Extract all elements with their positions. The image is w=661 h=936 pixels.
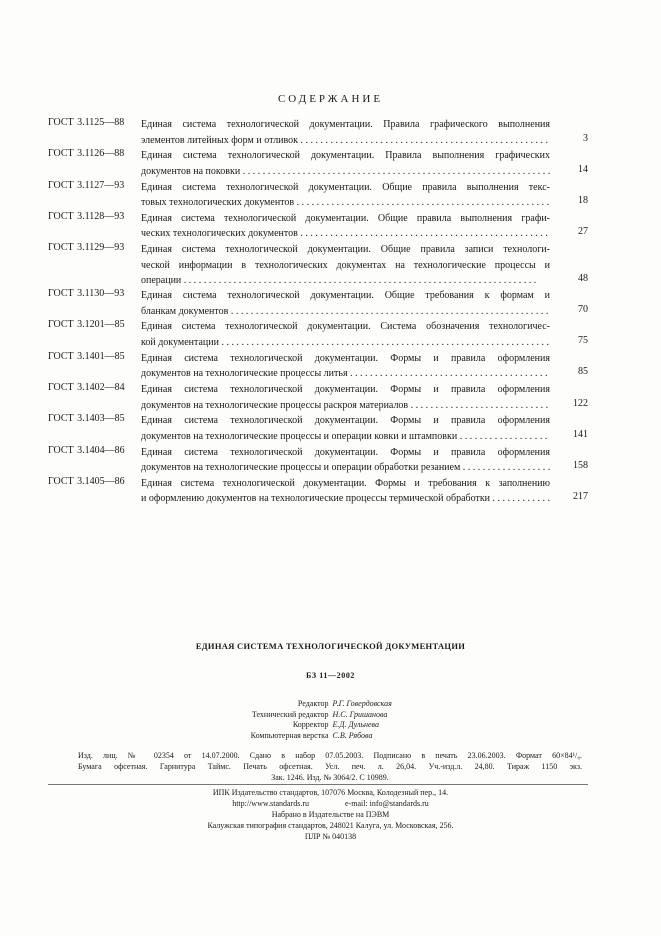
standard-code: ГОСТ 3.1404—86	[48, 444, 125, 456]
page-number: 3	[583, 132, 588, 144]
page-number: 14	[578, 163, 588, 175]
toc-entry	[48, 285, 588, 316]
page-number: 85	[578, 366, 588, 378]
credit-row	[0, 731, 661, 742]
standard-title	[141, 148, 550, 179]
toc-entry	[48, 379, 588, 410]
title-line: операции . . .	[141, 273, 550, 289]
toc-entry	[48, 145, 588, 176]
standard-code: ГОСТ 3.1402—84	[48, 382, 125, 394]
bz-number: БЗ 11—2002	[305, 671, 356, 680]
standard-code: ГОСТ 3.1405—86	[48, 475, 125, 487]
toc-entry	[48, 239, 588, 285]
toc-entry	[48, 442, 588, 473]
credit-row	[0, 699, 661, 710]
standard-code: ГОСТ 3.1128—93	[48, 210, 125, 222]
standard-code: ГОСТ 3.1403—85	[48, 413, 125, 425]
standard-code: ГОСТ 3.1126—88	[48, 148, 125, 160]
title-line: Единая система технологической документации. Формы и правила оформления	[141, 352, 550, 364]
credit-name: С.В. Рябова	[332, 730, 373, 740]
page-number: 70	[578, 303, 588, 315]
toc-entry	[48, 473, 588, 504]
title-line: Единая система технологической документации. Формы и правила оформления	[141, 446, 550, 458]
standard-code: ГОСТ 3.1401—85	[48, 350, 125, 362]
title-line: Единая система технологической документации. Формы и правила оформления	[141, 384, 550, 396]
standard-title	[141, 476, 550, 507]
title-line: документов на технологические процессы и операции ковки и штамповки . . .	[141, 429, 550, 445]
title-line: документов на технологические процессы раскроя материалов . . .	[141, 398, 550, 414]
title-line: документов на технологические процессы и операции обработки резанием . . .	[141, 460, 550, 476]
page-number: 18	[578, 195, 588, 207]
credit-row	[0, 720, 661, 731]
contents-title: СОДЕРЖАНИЕ	[277, 93, 384, 105]
title-line: Единая система технологической документации. Общие требования к формам и	[141, 290, 550, 302]
toc-entry	[48, 208, 588, 239]
printer-address: Калужская типография стандартов, 248021 Калуга, ул. Московская, 256.	[207, 821, 454, 830]
toc-entry	[48, 177, 588, 208]
title-line: Единая система технологической документации. Общие правила выполнения текс-	[141, 181, 550, 193]
imprint-block	[0, 787, 661, 842]
credit-row	[0, 710, 661, 721]
title-line: и оформлению документов на технологические процессы термической обработки . . .	[141, 491, 550, 507]
credit-name: Е.Д. Дульнева	[332, 720, 379, 729]
toc-entry	[48, 114, 588, 145]
title-line: документов на технологические процессы литья . . .	[141, 366, 550, 382]
page-number: 122	[573, 397, 588, 409]
typeset-note: Набрано в Издательстве на ПЭВМ	[271, 810, 390, 819]
email-link[interactable]: e-mail: info@standards.ru	[345, 799, 429, 808]
standard-title	[141, 242, 550, 289]
standard-title	[141, 288, 550, 319]
title-line: бланкам документов . . .	[141, 304, 550, 320]
title-line: документов на поковки . . .	[141, 164, 550, 180]
title-line: кой документации . . .	[141, 335, 550, 351]
title-line: Единая система технологической документации. Правила выполнения графических	[141, 150, 550, 162]
license-number: ПЛР № 040138	[304, 832, 357, 841]
page-number: 27	[578, 226, 588, 238]
credit-name: Р.Г. Говердовская	[332, 699, 392, 708]
toc-entry	[48, 348, 588, 379]
page-number: 158	[573, 460, 588, 472]
page-number: 141	[573, 428, 588, 440]
publication-line: Зак. 1246. Изд. № 3064/2. С 10989.	[271, 773, 389, 782]
page-number: 75	[578, 334, 588, 346]
title-line: Единая система технологической документации. Правила графического выполнения	[141, 119, 550, 130]
publication-details	[78, 750, 582, 783]
title-line: элементов литейных форм и отливок . . .	[141, 133, 550, 149]
toc-entry	[48, 410, 588, 441]
page-number: 48	[578, 273, 588, 285]
title-line: товых технологических документов . . .	[141, 195, 550, 211]
title-line: Единая система технологической документации. Формы и требования к заполнению	[141, 477, 550, 489]
divider	[48, 784, 588, 785]
credit-role: Технический редактор	[251, 709, 329, 719]
publication-line: Бумага офсетная. Гарнитура Таймс. Печать офсетная. Усл. печ. л. 26,04. Уч.-изд.л. 24,80. Тираж 1150 экз.	[78, 762, 582, 771]
website-link[interactable]: http://www.standards.ru	[232, 799, 309, 808]
title-line: Единая система технологической документации. Формы и правила оформления	[141, 415, 550, 427]
title-line: Единая система технологической документации. Система обозначения технологичес-	[141, 321, 550, 333]
title-line: Единая система технологической документации. Общие правила записи технологи-	[141, 244, 550, 256]
standard-title	[141, 413, 550, 444]
credit-role: Компьютерная верстка	[250, 730, 329, 740]
standard-title	[141, 211, 550, 242]
toc-entry	[48, 316, 588, 347]
publisher-address: ИПК Издательство стандартов, 107076 Москва, Колодезный пер., 14.	[212, 788, 449, 797]
standard-title	[141, 319, 550, 350]
standard-title	[141, 117, 550, 148]
standard-code: ГОСТ 3.1125—88	[48, 117, 125, 128]
table-of-contents	[48, 114, 588, 504]
title-line: Единая система технологической документации. Общие правила выполнения графи-	[141, 212, 550, 224]
collection-title: ЕДИНАЯ СИСТЕМА ТЕХНОЛОГИЧЕСКОЙ ДОКУМЕНТАЦИИ	[195, 641, 466, 651]
credit-name: Н.С. Гришанова	[332, 709, 388, 719]
title-line: ческих технологических документов . . .	[141, 226, 550, 242]
standard-code: ГОСТ 3.1201—85	[48, 319, 125, 331]
standard-code: ГОСТ 3.1127—93	[48, 179, 125, 191]
standard-code: ГОСТ 3.1130—93	[48, 288, 125, 300]
credit-role: Редактор	[297, 699, 329, 708]
standard-title	[141, 180, 550, 211]
credits-block	[0, 699, 661, 741]
standard-title	[141, 382, 550, 413]
standard-title	[141, 351, 550, 382]
contact-line	[0, 798, 661, 809]
standard-title	[141, 445, 550, 476]
publication-line: Изд. лиц. № 02354 от 14.07.2000. Сдано в набор 07.05.2003. Подписано в печать 23.06.2003. Формат 60×84¹/₈.	[78, 751, 582, 760]
standard-code: ГОСТ 3.1129—93	[48, 242, 125, 254]
credit-role: Корректор	[292, 720, 329, 729]
page-number: 217	[573, 491, 588, 503]
title-line: ческой информации в технологических документах на технологические процессы и	[141, 259, 550, 271]
